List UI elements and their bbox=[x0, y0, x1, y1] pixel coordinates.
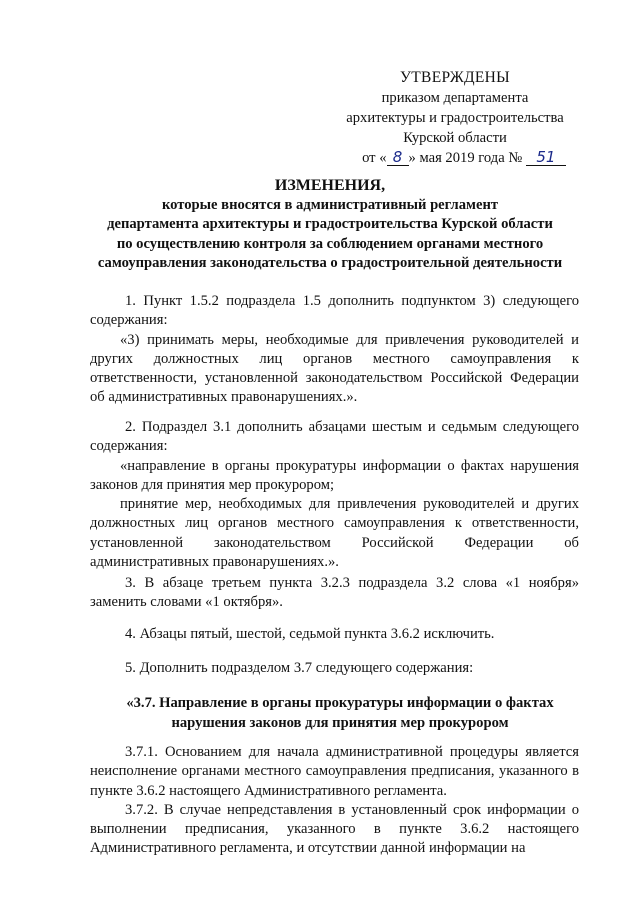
order-number-handwritten: 51 bbox=[526, 149, 566, 166]
item-3-text: 3. В абзаце третьем пункта 3.2.3 подраздела 3.2 слова «1 ноября» заменить словами «1 октября». bbox=[90, 575, 579, 611]
item-1 bbox=[90, 292, 579, 408]
approval-line-2: архитектуры и градостроительства bbox=[346, 110, 564, 126]
date-prefix: от « bbox=[362, 150, 387, 166]
item-2-quote-b: принятие мер, необходимых для привлечения руководителей и других должностных лиц органов местного самоуправления к ответственности, установленной законодательством Российской Федерации об административных правонарушениях.». bbox=[90, 496, 579, 571]
section-3-7-title: «3.7. Направление в органы прокуратуры информации о фактах нарушения законов для принятия мер прокурором bbox=[126, 695, 554, 731]
document-heading bbox=[80, 176, 580, 274]
heading-subtitle-4: самоуправления законодательства о градостроительной деятельности bbox=[97, 255, 563, 271]
item-4 bbox=[90, 625, 579, 644]
approval-line-1: приказом департамента bbox=[381, 90, 529, 106]
item-1-text: 1. Пункт 1.5.2 подраздела 1.5 дополнить подпунктом 3) следующего содержания: bbox=[90, 293, 579, 329]
item-1-quote: «3) принимать меры, необходимые для привлечения руководителей и других должностных лиц органов местного самоуправления к ответственности, установленной законодательством Российской Федерации об административных правонарушениях.». bbox=[90, 331, 579, 406]
item-3-7-1-text: 3.7.1. Основанием для начала административной процедуры является неисполнение органами местного самоуправления предписания, указанного в пункте 3.6.2 настоящего Административного регламента. bbox=[90, 744, 579, 799]
item-5-text: 5. Дополнить подразделом 3.7 следующего содержания: bbox=[125, 660, 474, 676]
date-day-handwritten: 8 bbox=[387, 149, 409, 166]
item-4-text: 4. Абзацы пятый, шестой, седьмой пункта 3.6.2 исключить. bbox=[125, 626, 495, 642]
approval-line-3: Курской области bbox=[403, 130, 507, 146]
heading-subtitle-2: департамента архитектуры и градостроительства Курской области bbox=[107, 216, 553, 232]
date-mid: » мая 2019 года № bbox=[408, 150, 523, 166]
approval-block bbox=[330, 68, 580, 168]
item-2-quote-a: «направление в органы прокуратуры информации о фактах нарушения законов для принятия мер прокурором; bbox=[90, 457, 579, 493]
item-5 bbox=[90, 659, 579, 678]
item-2 bbox=[90, 418, 579, 572]
item-3-7-2-text: 3.7.2. В случае непредставления в установленный срок информации о выполнении предписания, указанного в пункте 3.6.2 настоящего Административного регламента, и отсутствии данной информации на bbox=[90, 801, 579, 857]
approval-date-line bbox=[330, 148, 580, 168]
item-2-text: 2. Подраздел 3.1 дополнить абзацами шестым и седьмым следующего содержания: bbox=[90, 419, 579, 455]
heading-subtitle-1: которые вносятся в административный регламент bbox=[161, 196, 499, 213]
item-3 bbox=[90, 574, 579, 613]
heading-title: ИЗМЕНЕНИЯ, bbox=[274, 177, 386, 194]
approval-title: УТВЕРЖДЕНЫ bbox=[400, 69, 510, 86]
item-3-7-1 bbox=[90, 743, 579, 859]
heading-subtitle-3: по осуществлению контроля за соблюдением органами местного bbox=[116, 235, 544, 252]
